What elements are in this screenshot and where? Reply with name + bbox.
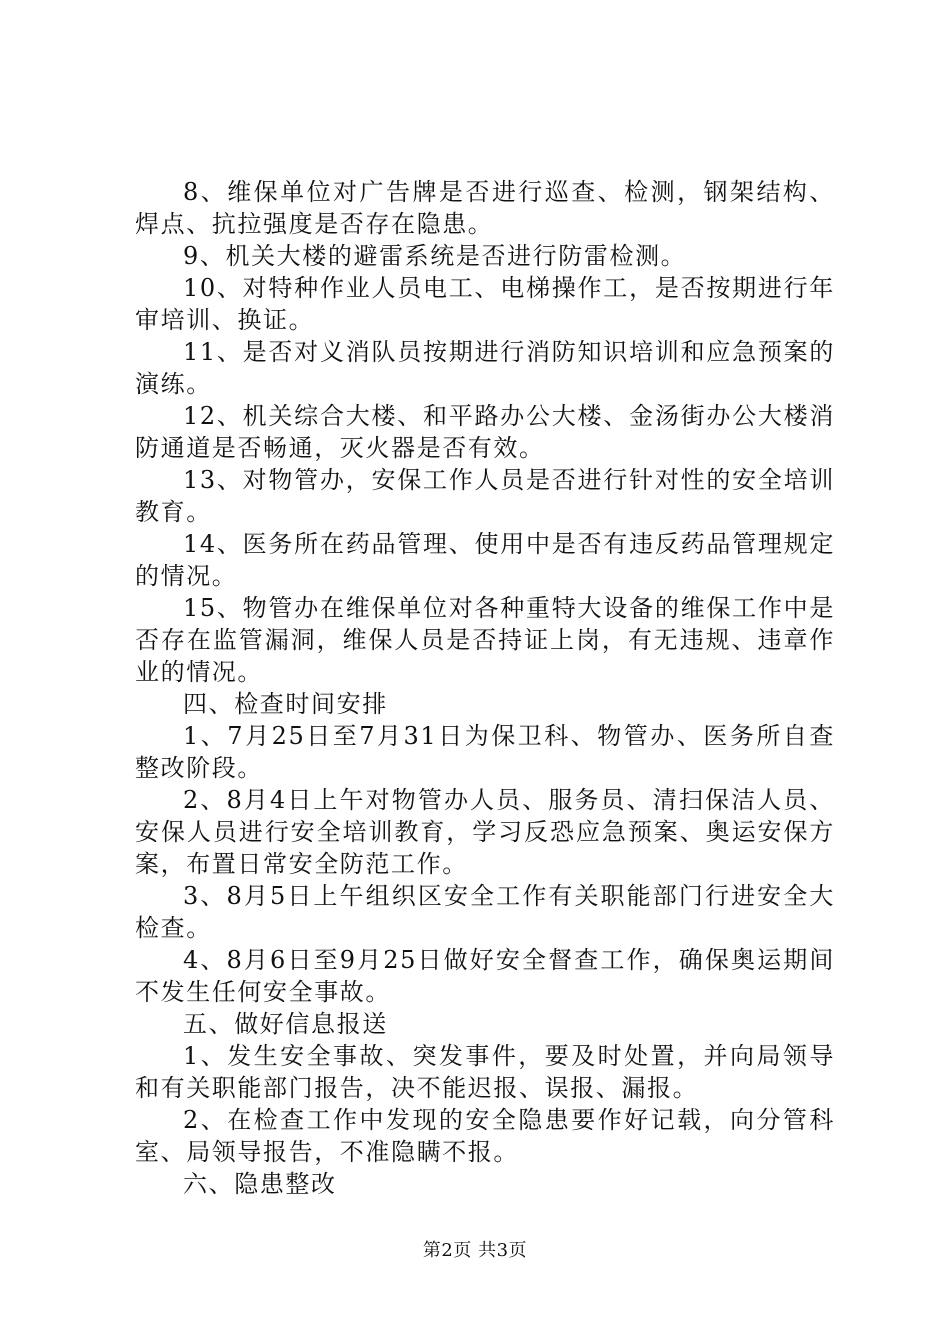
section-heading-reporting: 五、做好信息报送	[183, 1010, 388, 1038]
schedule-item-1: 1、7月25日至7月31日为保卫科、物管办、医务所自查整改阶段。	[135, 722, 835, 782]
paragraph-item-12: 12、机关综合大楼、和平路办公大楼、金汤街办公大楼消防通道是否畅通，灭火器是否有效。	[135, 402, 835, 462]
paragraph-item-9: 9、机关大楼的避雷系统是否进行防雷检测。	[183, 242, 687, 270]
reporting-item-1: 1、发生安全事故、突发事件，要及时处置，并向局领导和有关职能部门报告，决不能迟报、误报、漏报。	[135, 1042, 835, 1102]
section-heading-schedule: 四、检查时间安排	[183, 690, 388, 718]
page-number-footer: 第2页 共3页	[422, 1240, 528, 1261]
paragraph-item-15: 15、物管办在维保单位对各种重特大设备的维保工作中是否存在监管漏洞，维保人员是否持证上岗，有无违规、违章作业的情况。	[135, 594, 835, 686]
reporting-item-2: 2、在检查工作中发现的安全隐患要作好记载，向分管科室、局领导报告，不准隐瞒不报。	[135, 1106, 835, 1166]
paragraph-item-8: 8、维保单位对广告牌是否进行巡查、检测，钢架结构、焊点、抗拉强度是否存在隐患。	[135, 178, 835, 238]
paragraph-item-11: 11、是否对义消队员按期进行消防知识培训和应急预案的演练。	[135, 338, 835, 398]
schedule-item-2: 2、8月4日上午对物管办人员、服务员、清扫保洁人员、安保人员进行安全培训教育，学习反恐应急预案、奥运安保方案，布置日常安全防范工作。	[135, 786, 835, 878]
paragraph-item-14: 14、医务所在药品管理、使用中是否有违反药品管理规定的情况。	[135, 530, 835, 590]
document-body	[135, 176, 835, 1200]
section-heading-rectification: 六、隐患整改	[183, 1170, 337, 1198]
schedule-item-3: 3、8月5日上午组织区安全工作有关职能部门行进安全大检查。	[135, 882, 835, 942]
paragraph-item-10: 10、对特种作业人员电工、电梯操作工，是否按期进行年审培训、换证。	[135, 274, 835, 334]
schedule-item-4: 4、8月6日至9月25日做好安全督查工作，确保奥运期间不发生任何安全事故。	[135, 946, 835, 1006]
paragraph-item-13: 13、对物管办，安保工作人员是否进行针对性的安全培训教育。	[135, 466, 835, 526]
